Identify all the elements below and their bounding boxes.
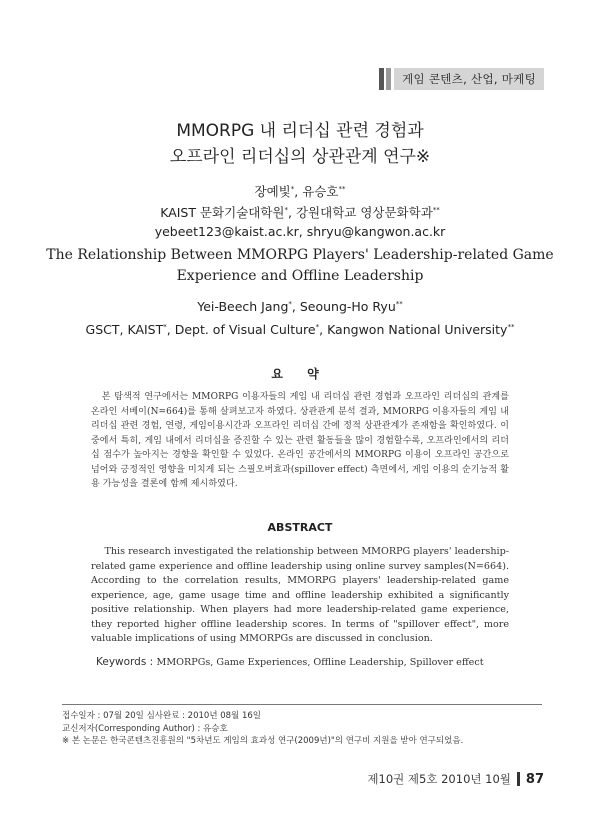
keywords-label: Keywords : [96, 656, 157, 668]
affiliation-3-en: Kangwon National University [327, 322, 508, 338]
section-tag-bar-light [386, 68, 391, 90]
english-authors [0, 294, 600, 340]
affiliation-3-mark-en: ** [507, 323, 515, 332]
english-title-line-1: The Relationship Between MMORPG Players' Leadership-related Game [46, 247, 554, 263]
english-title-line-2: Experience and Offline Leadership [176, 268, 424, 284]
korean-title-line-1: MMORPG 내 리더십 관련 경험과 [176, 121, 424, 141]
footnote-divider [62, 704, 542, 705]
affiliation-2-mark: ** [432, 206, 440, 215]
korean-affiliations [0, 201, 600, 222]
author-2-mark: ** [338, 185, 346, 193]
english-author-names [0, 294, 600, 317]
author-1-mark-en: * [288, 300, 292, 308]
journal-issue: 제10권 제5호 2010년 10월 [367, 772, 511, 786]
korean-abstract-heading: 요 약 [271, 367, 329, 381]
footnote-dates: 접수일자 : 07월 20일 심사완료 : 2010년 08월 16일 [62, 711, 261, 721]
affiliation-2-en: Dept. of Visual Culture [174, 322, 316, 338]
affiliation-1-mark-en: * [163, 323, 167, 332]
author-2-name-ko: 유승호 [302, 184, 339, 200]
author-1-mark: * [290, 185, 295, 193]
author-2-mark-en: ** [395, 300, 403, 308]
affiliation-1-ko: KAIST 문화기술대학원 [160, 205, 285, 221]
english-abstract-heading: ABSTRACT [267, 521, 333, 534]
footnote-funding: ※ 본 논문은 한국콘텐츠진흥원의 "5차년도 게임의 효과성 연구(2009년)"의 연구비 지원을 받아 연구되었음. [62, 736, 464, 746]
section-tag [379, 68, 544, 90]
korean-authors [0, 180, 600, 241]
footnote-corresponding: 교신저자(Corresponding Author) : 유승호 [62, 723, 228, 734]
author-2-name-en: Seoung-Ho Ryu [299, 299, 396, 315]
affiliation-1-mark: * [284, 206, 289, 215]
page-footer [367, 771, 544, 787]
affiliation-separator-en: , [166, 322, 175, 338]
author-1-name-en: Yei-Beech Jang [197, 299, 289, 315]
korean-title-line-2: 오프라인 리더십의 상관관계 연구※ [169, 147, 431, 167]
footer-separator-bar [517, 772, 520, 786]
korean-title [0, 118, 600, 170]
affiliation-1-en: GSCT, KAIST [85, 322, 164, 338]
affiliation-2-mark-en: * [315, 323, 320, 332]
affiliation-separator-en-2: , [319, 322, 328, 338]
section-label: 게임 콘텐츠, 산업, 마케팅 [394, 68, 544, 90]
section-tag-bar [379, 68, 384, 90]
author-1-name-ko: 장예빛 [254, 184, 291, 200]
footnotes [62, 710, 562, 748]
affiliation-separator: , [288, 205, 296, 221]
keywords-text: MMORPGs, Game Experiences, Offline Leadership, Spillover effect [156, 657, 484, 668]
korean-abstract-body: 본 탐색적 연구에서는 MMORPG 이용자들의 게임 내 리더십 관련 경험과 오프라인 리더십의 관계를 온라인 서베이(N=664)를 통해 살펴보고자 하였다. 상관관계 분석 결과, MMORPG 이용자들의 게임 내 리더십 관련 경험, 연령, 게임이용시간과 오프라인 리더십 간에 정적 상관관계가 존재함을 확인하였다. 이중에서 특히, 게임 내에서 리더십을 증진할 수 있는 관련 활동들을 많이 경험할수록, 오프라인에서의 리더십 점수가 높아지는 경향을 확인할 수 있었다. 온라인 공간에서의 MMORPG 이용이 오프라인 공간으로 넘어와 긍정적인 영향을 미치게 되는 스필오버효과(spillover effect) 측면에서, 게임 이용의 순기능적 활용 가능성을 결론에 함께 제시하였다. [91, 392, 509, 489]
keywords [96, 656, 516, 668]
korean-author-names [0, 180, 600, 201]
name-separator-en: , [291, 299, 300, 315]
page-number: 87 [525, 771, 544, 787]
name-separator: , [294, 184, 303, 200]
english-title [0, 245, 600, 287]
author-emails: yebeet123@kaist.ac.kr, shryu@kangwon.ac.kr [154, 224, 446, 240]
english-abstract-body: This research investigated the relationship between MMORPG players' leadership-related game experience and offline leadership using online survey samples(N=664). According to the correlation results, MMORPG players' leadership-related game experience, age, game usage time and offline leadership exhibited a significantly positive relationship. When players had more leadership-related game experience, they reported higher offline leadership scores. In terms of "spillover effect", more valuable implications of using MMORPGs are discussed in conclusion. [91, 546, 509, 644]
english-affiliations [0, 317, 600, 340]
affiliation-2-ko: 강원대학교 영상문화학과 [295, 205, 433, 221]
